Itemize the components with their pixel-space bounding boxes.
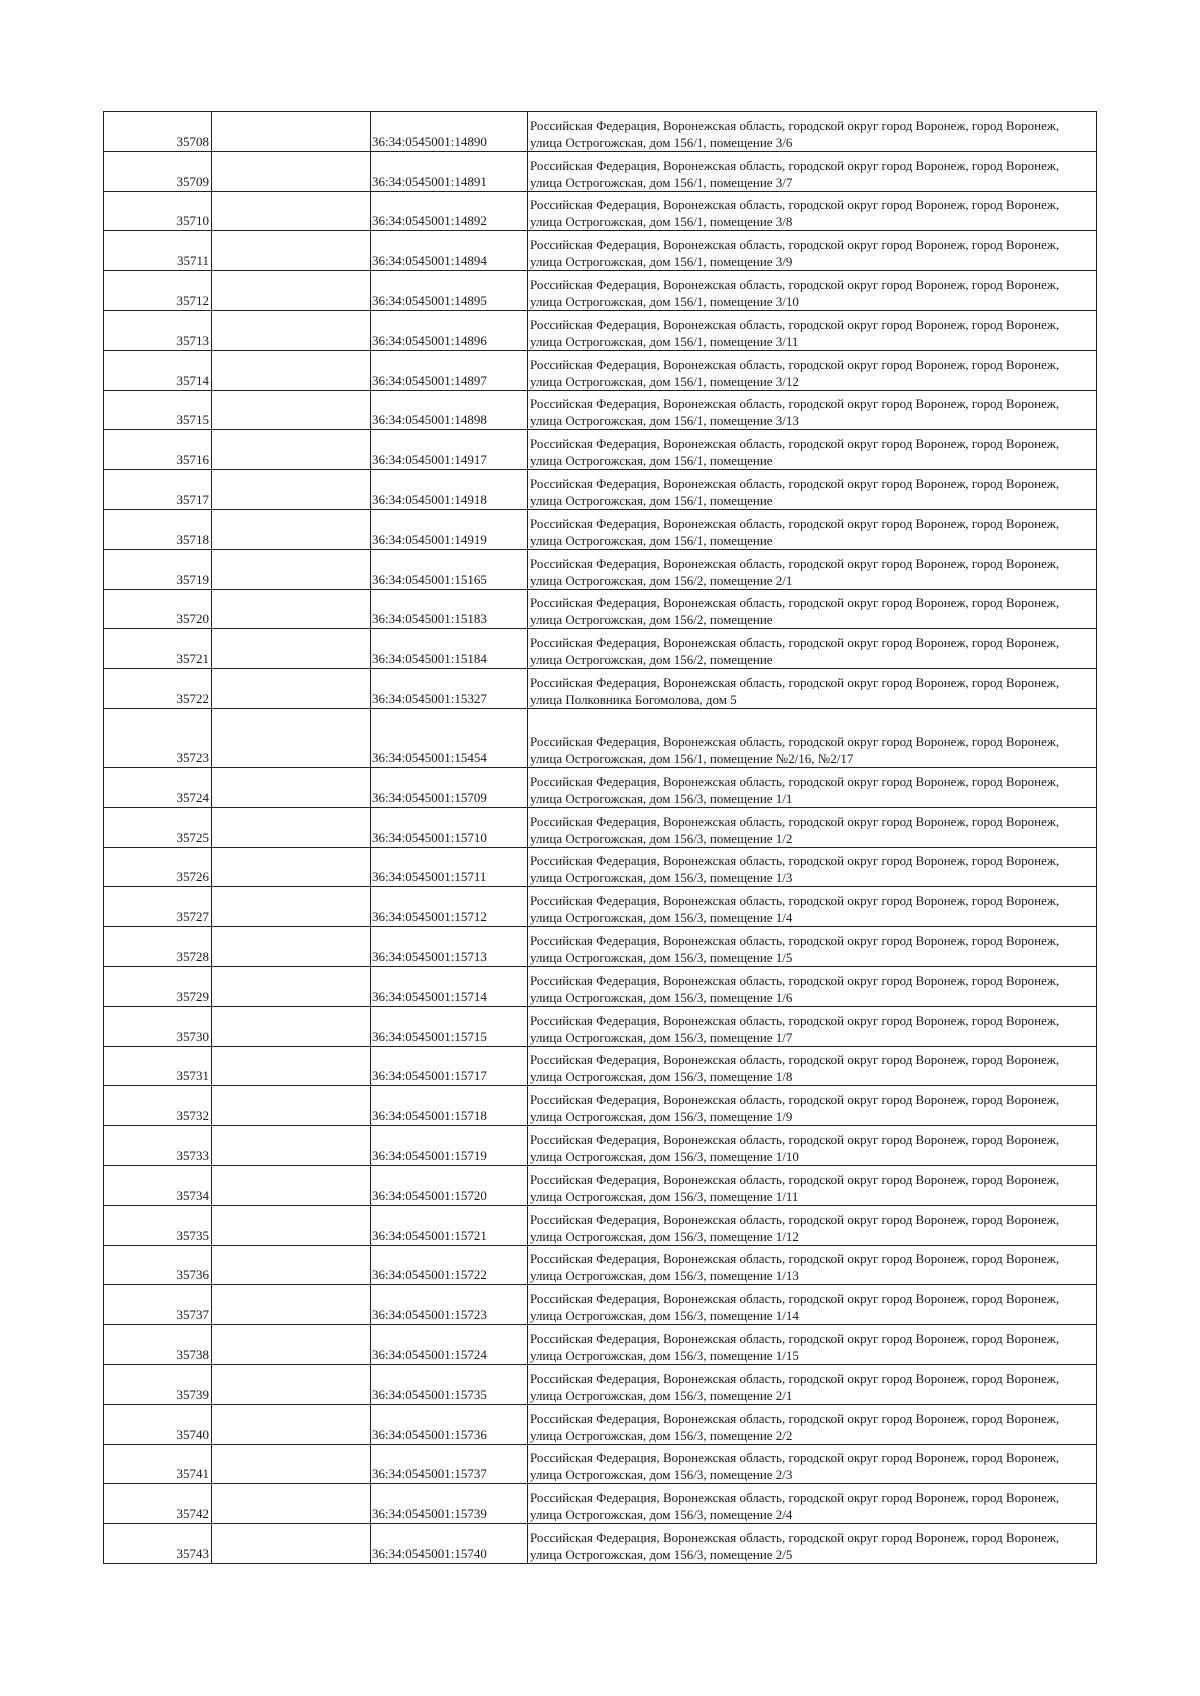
row-number-cell (104, 231, 212, 271)
table-row (104, 1245, 1097, 1285)
cadastral-number-cell (371, 231, 528, 271)
row-number: 35728 (176, 948, 209, 964)
empty-cell (212, 1046, 371, 1086)
cadastral-number: 36:34:0545001:14919 (372, 531, 487, 547)
cadastral-number: 36:34:0545001:15183 (372, 611, 487, 627)
cadastral-number: 36:34:0545001:15184 (372, 651, 487, 667)
row-number: 35708 (176, 133, 209, 149)
address-cell: Российская Федерация, Воронежская область, городской округ город Воронеж, город Воронеж, улица Острогожская, дом 156/3, помещение 1/14 (528, 1285, 1097, 1325)
cadastral-number: 36:34:0545001:14890 (372, 133, 487, 149)
row-number-cell (104, 112, 212, 152)
table-body (104, 112, 1097, 1564)
table-row (104, 310, 1097, 350)
cadastral-number: 36:34:0545001:15327 (372, 690, 487, 706)
cadastral-number-cell (371, 629, 528, 669)
table-row (104, 350, 1097, 390)
row-number-cell (104, 509, 212, 549)
address-cell: Российская Федерация, Воронежская область, городской округ город Воронеж, город Воронеж, улица Острогожская, дом 156/1, помещение 3/7 (528, 151, 1097, 191)
empty-cell (212, 927, 371, 967)
row-number: 35735 (176, 1227, 209, 1243)
cadastral-number: 36:34:0545001:15454 (372, 749, 487, 765)
row-number: 35711 (176, 253, 209, 269)
table-row (104, 629, 1097, 669)
row-number: 35709 (176, 173, 209, 189)
address-cell: Российская Федерация, Воронежская область, городской округ город Воронеж, город Воронеж, улица Острогожская, дом 156/3, помещение 2/2 (528, 1404, 1097, 1444)
address-cell: Российская Федерация, Воронежская область, городской округ город Воронеж, город Воронеж, улица Острогожская, дом 156/3, помещение 1/7 (528, 1006, 1097, 1046)
cadastral-number-cell (371, 807, 528, 847)
table-row (104, 927, 1097, 967)
cadastral-number: 36:34:0545001:14918 (372, 491, 487, 507)
empty-cell (212, 807, 371, 847)
cadastral-number: 36:34:0545001:15715 (372, 1028, 487, 1044)
cadastral-number-cell (371, 708, 528, 767)
cadastral-number: 36:34:0545001:14897 (372, 372, 487, 388)
table-row (104, 1484, 1097, 1524)
row-number-cell (104, 847, 212, 887)
row-number: 35733 (176, 1147, 209, 1163)
cadastral-number-cell (371, 191, 528, 231)
cadastral-number: 36:34:0545001:14891 (372, 173, 487, 189)
cadastral-number: 36:34:0545001:15709 (372, 789, 487, 805)
cadastral-number: 36:34:0545001:15724 (372, 1346, 487, 1362)
cadastral-number-cell (371, 1046, 528, 1086)
empty-cell (212, 1444, 371, 1484)
address-cell: Российская Федерация, Воронежская область, городской округ город Воронеж, город Воронеж, улица Острогожская, дом 156/1, помещение (528, 430, 1097, 470)
row-number-cell (104, 669, 212, 709)
cadastral-number-cell (371, 1285, 528, 1325)
table-row (104, 887, 1097, 927)
cadastral-number: 36:34:0545001:15165 (372, 571, 487, 587)
row-number-cell (104, 1325, 212, 1365)
empty-cell (212, 1404, 371, 1444)
cadastral-number: 36:34:0545001:14895 (372, 292, 487, 308)
row-number: 35737 (176, 1307, 209, 1323)
table-row (104, 549, 1097, 589)
empty-cell (212, 350, 371, 390)
cadastral-number-cell (371, 927, 528, 967)
cadastral-number-cell (371, 310, 528, 350)
row-number: 35723 (176, 749, 209, 765)
row-number-cell (104, 1404, 212, 1444)
table-row (104, 1086, 1097, 1126)
address-cell: Российская Федерация, Воронежская область, городской округ город Воронеж, город Воронеж, улица Острогожская, дом 156/3, помещение 1/15 (528, 1325, 1097, 1365)
row-number: 35715 (176, 412, 209, 428)
table-row (104, 1165, 1097, 1205)
address-cell: Российская Федерация, Воронежская область, городской округ город Воронеж, город Воронеж, улица Острогожская, дом 156/3, помещение 2/5 (528, 1524, 1097, 1564)
empty-cell (212, 1245, 371, 1285)
cadastral-number: 36:34:0545001:14898 (372, 412, 487, 428)
cadastral-number: 36:34:0545001:14894 (372, 253, 487, 269)
table-row (104, 112, 1097, 152)
empty-cell (212, 310, 371, 350)
table-row (104, 231, 1097, 271)
address-cell: Российская Федерация, Воронежская область, городской округ город Воронеж, город Воронеж, улица Острогожская, дом 156/1, помещение (528, 470, 1097, 510)
cadastral-number: 36:34:0545001:15723 (372, 1307, 487, 1323)
row-number: 35724 (176, 789, 209, 805)
empty-cell (212, 549, 371, 589)
table-row (104, 470, 1097, 510)
cadastral-number-cell (371, 1086, 528, 1126)
empty-cell (212, 629, 371, 669)
table-row (104, 1126, 1097, 1166)
cadastral-number-cell (371, 509, 528, 549)
empty-cell (212, 509, 371, 549)
empty-cell (212, 887, 371, 927)
cadastral-number: 36:34:0545001:14917 (372, 452, 487, 468)
address-cell: Российская Федерация, Воронежская область, городской округ город Воронеж, город Воронеж, улица Острогожская, дом 156/3, помещение 2/4 (528, 1484, 1097, 1524)
cadastral-number-cell (371, 1126, 528, 1166)
address-cell: Российская Федерация, Воронежская область, городской округ город Воронеж, город Воронеж, улица Острогожская, дом 156/1, помещение 3/8 (528, 191, 1097, 231)
address-cell: Российская Федерация, Воронежская область, городской округ город Воронеж, город Воронеж, улица Острогожская, дом 156/3, помещение 1/4 (528, 887, 1097, 927)
table-row (104, 1404, 1097, 1444)
cadastral-number: 36:34:0545001:15712 (372, 909, 487, 925)
row-number: 35712 (176, 292, 209, 308)
row-number: 35732 (176, 1108, 209, 1124)
row-number-cell (104, 390, 212, 430)
row-number-cell (104, 191, 212, 231)
cadastral-number-cell (371, 1484, 528, 1524)
cadastral-number-cell (371, 549, 528, 589)
cadastral-number-cell (371, 1205, 528, 1245)
empty-cell (212, 589, 371, 629)
cadastral-number: 36:34:0545001:14896 (372, 332, 487, 348)
cadastral-number-cell (371, 1404, 528, 1444)
empty-cell (212, 112, 371, 152)
row-number: 35730 (176, 1028, 209, 1044)
row-number-cell (104, 629, 212, 669)
cadastral-number: 36:34:0545001:14892 (372, 213, 487, 229)
address-cell: Российская Федерация, Воронежская область, городской округ город Воронеж, город Воронеж, улица Острогожская, дом 156/1, помещение 3/13 (528, 390, 1097, 430)
cadastral-number-cell (371, 847, 528, 887)
row-number-cell (104, 1285, 212, 1325)
address-cell: Российская Федерация, Воронежская область, городской округ город Воронеж, город Воронеж, улица Острогожская, дом 156/3, помещение 1/9 (528, 1086, 1097, 1126)
table-row (104, 708, 1097, 767)
row-number-cell (104, 1046, 212, 1086)
row-number-cell (104, 1006, 212, 1046)
cadastral-number-cell (371, 669, 528, 709)
row-number-cell (104, 887, 212, 927)
row-number: 35722 (176, 690, 209, 706)
row-number-cell (104, 1126, 212, 1166)
row-number-cell (104, 1205, 212, 1245)
row-number: 35743 (176, 1545, 209, 1561)
empty-cell (212, 1165, 371, 1205)
row-number: 35713 (176, 332, 209, 348)
empty-cell (212, 1086, 371, 1126)
empty-cell (212, 390, 371, 430)
empty-cell (212, 1205, 371, 1245)
row-number-cell (104, 1086, 212, 1126)
empty-cell (212, 231, 371, 271)
cadastral-number-cell (371, 1006, 528, 1046)
property-register-table (103, 111, 1097, 1564)
cadastral-number-cell (371, 589, 528, 629)
empty-cell (212, 669, 371, 709)
cadastral-number: 36:34:0545001:15720 (372, 1187, 487, 1203)
cadastral-number: 36:34:0545001:15735 (372, 1386, 487, 1402)
table-row (104, 509, 1097, 549)
empty-cell (212, 1484, 371, 1524)
cadastral-number-cell (371, 1325, 528, 1365)
row-number: 35714 (176, 372, 209, 388)
empty-cell (212, 847, 371, 887)
address-cell: Российская Федерация, Воронежская область, городской округ город Воронеж, город Воронеж, улица Полковника Богомолова, дом 5 (528, 669, 1097, 709)
cadastral-number-cell (371, 112, 528, 152)
row-number: 35729 (176, 988, 209, 1004)
cadastral-number-cell (371, 151, 528, 191)
address-cell: Российская Федерация, Воронежская область, городской округ город Воронеж, город Воронеж, улица Острогожская, дом 156/3, помещение 1/10 (528, 1126, 1097, 1166)
row-number-cell (104, 966, 212, 1006)
cadastral-number-cell (371, 350, 528, 390)
row-number-cell (104, 271, 212, 311)
empty-cell (212, 470, 371, 510)
table-row (104, 589, 1097, 629)
table-row (104, 669, 1097, 709)
row-number-cell (104, 151, 212, 191)
address-cell: Российская Федерация, Воронежская область, городской округ город Воронеж, город Воронеж, улица Острогожская, дом 156/1, помещение 3/11 (528, 310, 1097, 350)
cadastral-number-cell (371, 767, 528, 807)
row-number: 35716 (176, 452, 209, 468)
table-row (104, 151, 1097, 191)
cadastral-number: 36:34:0545001:15722 (372, 1267, 487, 1283)
address-cell: Российская Федерация, Воронежская область, городской округ город Воронеж, город Воронеж, улица Острогожская, дом 156/2, помещение (528, 629, 1097, 669)
cadastral-number: 36:34:0545001:15713 (372, 948, 487, 964)
address-cell: Российская Федерация, Воронежская область, городской округ город Воронеж, город Воронеж, улица Острогожская, дом 156/1, помещение 3/10 (528, 271, 1097, 311)
table-row (104, 1524, 1097, 1564)
row-number-cell (104, 1524, 212, 1564)
address-cell: Российская Федерация, Воронежская область, городской округ город Воронеж, город Воронеж, улица Острогожская, дом 156/3, помещение 1/13 (528, 1245, 1097, 1285)
row-number-cell (104, 589, 212, 629)
table-row (104, 1325, 1097, 1365)
row-number: 35726 (176, 869, 209, 885)
table-row (104, 1364, 1097, 1404)
cadastral-number-cell (371, 1364, 528, 1404)
cadastral-number-cell (371, 1524, 528, 1564)
row-number: 35734 (176, 1187, 209, 1203)
address-cell: Российская Федерация, Воронежская область, городской округ город Воронеж, город Воронеж, улица Острогожская, дом 156/3, помещение 1/8 (528, 1046, 1097, 1086)
cadastral-number: 36:34:0545001:15711 (372, 869, 487, 885)
table-row (104, 191, 1097, 231)
cadastral-number-cell (371, 1245, 528, 1285)
row-number-cell (104, 1245, 212, 1285)
cadastral-number-cell (371, 430, 528, 470)
row-number-cell (104, 350, 212, 390)
empty-cell (212, 767, 371, 807)
row-number-cell (104, 1484, 212, 1524)
empty-cell (212, 151, 371, 191)
empty-cell (212, 1285, 371, 1325)
address-cell: Российская Федерация, Воронежская область, городской округ город Воронеж, город Воронеж, улица Острогожская, дом 156/1, помещение 3/12 (528, 350, 1097, 390)
table-row (104, 966, 1097, 1006)
address-cell: Российская Федерация, Воронежская область, городской округ город Воронеж, город Воронеж, улица Острогожская, дом 156/3, помещение 2/3 (528, 1444, 1097, 1484)
row-number: 35740 (176, 1426, 209, 1442)
row-number: 35710 (176, 213, 209, 229)
cadastral-number: 36:34:0545001:15739 (372, 1506, 487, 1522)
address-cell: Российская Федерация, Воронежская область, городской округ город Воронеж, город Воронеж, улица Острогожская, дом 156/1, помещение №2/16, №2/17 (528, 708, 1097, 767)
table-row (104, 1205, 1097, 1245)
empty-cell (212, 708, 371, 767)
cadastral-number-cell (371, 470, 528, 510)
row-number: 35725 (176, 829, 209, 845)
cadastral-number-cell (371, 966, 528, 1006)
cadastral-number-cell (371, 1444, 528, 1484)
row-number-cell (104, 470, 212, 510)
cadastral-number: 36:34:0545001:15719 (372, 1147, 487, 1163)
row-number-cell (104, 767, 212, 807)
row-number-cell (104, 1364, 212, 1404)
row-number: 35731 (176, 1068, 209, 1084)
row-number-cell (104, 430, 212, 470)
cadastral-number-cell (371, 887, 528, 927)
address-cell: Российская Федерация, Воронежская область, городской округ город Воронеж, город Воронеж, улица Острогожская, дом 156/3, помещение 1/6 (528, 966, 1097, 1006)
empty-cell (212, 1325, 371, 1365)
cadastral-number: 36:34:0545001:15740 (372, 1545, 487, 1561)
cadastral-number-cell (371, 271, 528, 311)
address-cell: Российская Федерация, Воронежская область, городской округ город Воронеж, город Воронеж, улица Острогожская, дом 156/3, помещение 1/5 (528, 927, 1097, 967)
cadastral-number: 36:34:0545001:15737 (372, 1466, 487, 1482)
table-row (104, 767, 1097, 807)
empty-cell (212, 430, 371, 470)
address-cell: Российская Федерация, Воронежская область, городской округ город Воронеж, город Воронеж, улица Острогожская, дом 156/3, помещение 1/3 (528, 847, 1097, 887)
empty-cell (212, 271, 371, 311)
table-row (104, 1006, 1097, 1046)
cadastral-number: 36:34:0545001:15721 (372, 1227, 487, 1243)
address-cell: Российская Федерация, Воронежская область, городской округ город Воронеж, город Воронеж, улица Острогожская, дом 156/1, помещение 3/9 (528, 231, 1097, 271)
empty-cell (212, 1364, 371, 1404)
row-number: 35720 (176, 611, 209, 627)
table-row (104, 1046, 1097, 1086)
address-cell: Российская Федерация, Воронежская область, городской округ город Воронеж, город Воронеж, улица Острогожская, дом 156/3, помещение 1/11 (528, 1165, 1097, 1205)
row-number: 35718 (176, 531, 209, 547)
address-cell: Российская Федерация, Воронежская область, городской округ город Воронеж, город Воронеж, улица Острогожская, дом 156/2, помещение (528, 589, 1097, 629)
row-number: 35721 (176, 651, 209, 667)
row-number: 35738 (176, 1346, 209, 1362)
cadastral-number: 36:34:0545001:15717 (372, 1068, 487, 1084)
table-row (104, 1444, 1097, 1484)
address-cell: Российская Федерация, Воронежская область, городской округ город Воронеж, город Воронеж, улица Острогожская, дом 156/3, помещение 2/1 (528, 1364, 1097, 1404)
row-number-cell (104, 708, 212, 767)
cadastral-number: 36:34:0545001:15714 (372, 988, 487, 1004)
empty-cell (212, 1006, 371, 1046)
row-number-cell (104, 310, 212, 350)
cadastral-number-cell (371, 1165, 528, 1205)
row-number: 35727 (176, 909, 209, 925)
address-cell: Российская Федерация, Воронежская область, городской округ город Воронеж, город Воронеж, улица Острогожская, дом 156/3, помещение 1/1 (528, 767, 1097, 807)
empty-cell (212, 1524, 371, 1564)
row-number: 35736 (176, 1267, 209, 1283)
table-row (104, 847, 1097, 887)
row-number-cell (104, 1444, 212, 1484)
address-cell: Российская Федерация, Воронежская область, городской округ город Воронеж, город Воронеж, улица Острогожская, дом 156/3, помещение 1/12 (528, 1205, 1097, 1245)
empty-cell (212, 191, 371, 231)
table-row (104, 271, 1097, 311)
row-number-cell (104, 927, 212, 967)
address-cell: Российская Федерация, Воронежская область, городской округ город Воронеж, город Воронеж, улица Острогожская, дом 156/3, помещение 1/2 (528, 807, 1097, 847)
empty-cell (212, 966, 371, 1006)
row-number-cell (104, 807, 212, 847)
address-cell: Российская Федерация, Воронежская область, городской округ город Воронеж, город Воронеж, улица Острогожская, дом 156/1, помещение 3/6 (528, 112, 1097, 152)
empty-cell (212, 1126, 371, 1166)
cadastral-number: 36:34:0545001:15718 (372, 1108, 487, 1124)
table-row (104, 1285, 1097, 1325)
row-number: 35739 (176, 1386, 209, 1402)
table-row (104, 430, 1097, 470)
row-number: 35742 (176, 1506, 209, 1522)
row-number: 35719 (176, 571, 209, 587)
row-number: 35717 (176, 491, 209, 507)
cadastral-number: 36:34:0545001:15710 (372, 829, 487, 845)
row-number-cell (104, 549, 212, 589)
address-cell: Российская Федерация, Воронежская область, городской округ город Воронеж, город Воронеж, улица Острогожская, дом 156/2, помещение 2/1 (528, 549, 1097, 589)
table-row (104, 390, 1097, 430)
cadastral-number-cell (371, 390, 528, 430)
cadastral-number: 36:34:0545001:15736 (372, 1426, 487, 1442)
table-row (104, 807, 1097, 847)
address-cell: Российская Федерация, Воронежская область, городской округ город Воронеж, город Воронеж, улица Острогожская, дом 156/1, помещение (528, 509, 1097, 549)
row-number: 35741 (176, 1466, 209, 1482)
row-number-cell (104, 1165, 212, 1205)
